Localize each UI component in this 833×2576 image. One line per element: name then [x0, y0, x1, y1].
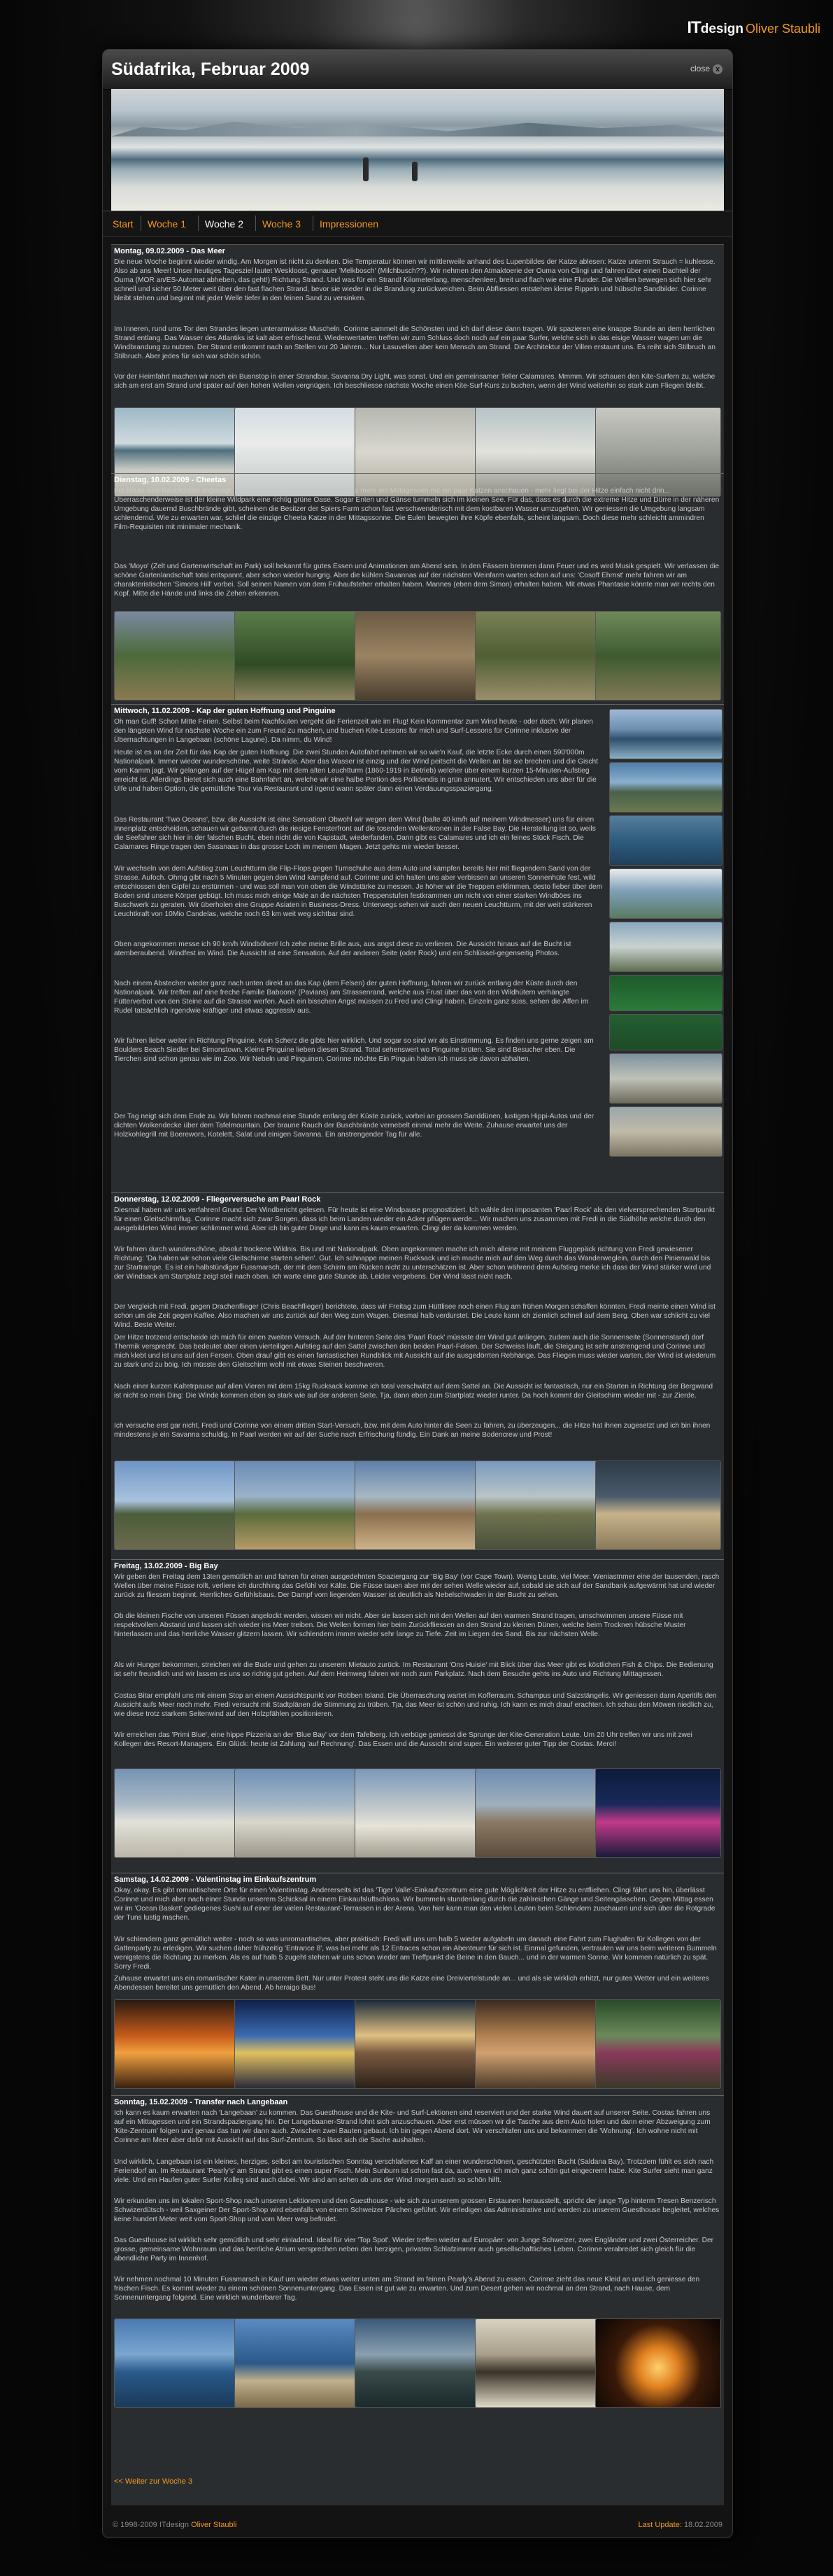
entry-paragraph: Nach einer kurzen Kaltetrpause auf allen Vieren mit dem 15kg Rucksack komme ich total verschwitzt auf dem Sattel an. Die Aussicht ist fantastisch, nur ein Starten in Richtung der Bergwand ist nicht so mein Ding: Die Winde kommen eben so stark wie auf der anderen Seite. Tja, dann eben zum Startplatz wieder runter. Da hoch kommt der Gleitschirm wieder mit - zur Zierde. — [114, 1383, 713, 1400]
last-update-label: Last Update: — [638, 2521, 682, 2529]
photo-thumbnail[interactable] — [595, 1768, 721, 1858]
entry-paragraph: Diesmal haben wir uns verfahren! Grund: Der Windbericht gelesen. Für heute ist eine Windpause prognostiziert. Ich wähle den imposanten 'Paarl Rock' als den vielversprechenden Startpunkt für einen Gleitschirmflug. Corinne macht sich zwar Sorgen, dass ich beim Landen wieder ein Acker pflügen werde... Wir machen uns zusammen mit Fredi in die Südhöhe welche durch den ausgebildeten Wind immer schlimmer wird. Aber ich bin guter Dinge und kann es kaum erwarten. Clingi der da kommen werden. — [114, 1206, 715, 1232]
photo-thumbnail[interactable] — [475, 1999, 601, 2089]
entry-paragraph: Das Guesthouse ist wirklich sehr gemütlich und sehr einladend. Ideal für vier 'Top Spot'. Wieder treffen wieder auf Europäer: von Junge Schweizer, zwei Engländer und zwei Österreicher. Der grosse, gemeinsame Wohnraum und das herrliche Atrium versprechen neben den herzigen, privaten Schlafzimmer auch gesellschaftliches Leben. Corinne verabredet sich gleich für die abendliche Party im Innenhof. — [114, 2237, 714, 2262]
photo-thumbnail[interactable] — [609, 975, 722, 1011]
next-week-link[interactable]: << Weiter zur Woche 3 — [114, 2477, 193, 2486]
entry-paragraph: Wir erkunden uns im lokalen Sport-Shop nach unseren Lektionen und den Guesthouse - wie sich zu unserem grossen Erstaunen herausstellt, spricht der junge Typ hinterm Tresen Benzerisch Schwizerdütsch - weil Saxgeiner Der Sport-Shop wird ebenfalls von einem Schweizer Pärchen geführt. Wir erledigen das Administrative und werden zu unserem Guesthouse begleitet, welches keine hundert Meter weit vom Sport-Shop und vom Meer weg befindet. — [114, 2197, 720, 2223]
entry-paragraph: Für heute sind Raubkatzen angesagt. Wird aber wohl weniger eine Safari, als mehr ein Mittagessen mit ein paar Katzen anschauen - mehr liegt bei der Hitze einfach nicht drin... Überraschenderweise ist der kleine Wildpark eine richtig grüne Oase. Sogar Enten und Gänse tummeln sich im kleinen See. Für das, dass es durch die extreme Hitze und Dürre in der näheren Umgebung dauernd Buschbrände gibt, scheinen die Besitzer der Spiers Farm schon fast verschwenderisch mit dem kostbaren Wasser umzugehen. Wir geniessen die Umgebung langsam schlendernd. Wie zu erwarten war, schlief die einzige Cheeta Katze in der Mittagssonne. Die Eulen bewegten ihre Köpfe ebenfalls, scheint langsam. Doch diese mehr schleicht ammindren Film-Requisiten mit minimaler mechanik. — [114, 487, 720, 531]
photo-thumbnail[interactable] — [609, 1053, 722, 1104]
entry-paragraph: Wir fahren durch wunderschöne, absolut trockene Wildnis. Bis und mit Nationalpark. Oben angekommen mache ich mich alleine mit meinem Fluggepäck richtung von Fredi gewiesener Richtung: 'Da haben wir schon viele Gleitschirme starten sehen'. Gut. Ich schnappe meinen Rucksack und ich mache mich auf den Weg durch das Wanderweglein, durch den Pinienwald bis zur Startrampe. Es ist ein halbstündiger Fussmarsch, der mit dem Schirm am Rücken nicht zu unterschätzen ist. Aber schon während dem Aufstieg merke ich dass der Wind stärker wird und der Windsack am Startplatz zeigt steil nach oben. Ich warte eine gute Stunde ab. Leider vergebens. Der Wind lässt nicht nach. — [114, 1246, 711, 1281]
nav-woche-2[interactable]: Woche 2 — [205, 218, 243, 230]
photo-thumbnail[interactable] — [595, 611, 721, 701]
nav-woche-3[interactable]: Woche 3 — [262, 218, 301, 230]
entry-paragraph: Wir wechseln von dem Aufstieg zum Leuchtturm die Flip-Flops gegen Turnschuhe aus dem Auto und kämpfen bereits hier mit fliegendem Sand von der Strasse. Aufoch. Ohmg gibt nach 5 Minuten gegen den Wind kämpfend auf. Corinne und ich halten uns aber verbissen an unseren Sonnenhüte fest, wild entschlossen den Gipfel zu erstürmen - und was soll man von oben die Windstärke zu messen. Je höher wir die Treppen erklimmen, desto fieber über dem Boden sind unsere Körper gebügt. Ich muss mich einige Male an die nächsten Treppenstufen festkrammen um nicht von einer starken Windböes ins Buschwerk zu geraten. Wir überholen eine Gruppe Asiaten in Business-Dress. Unterwegs sehen wir auch den neuen Leuchtturm, mit der weit stärkeren Leuchtkraft von 10Mio Candelas, welche noch 63 km weit weg sichtbar sind. — [114, 865, 603, 918]
photo-thumbnail[interactable] — [234, 1999, 360, 2089]
entry-date: Montag, 09.02.2009 - Das Meer — [114, 247, 225, 255]
photo-thumbnail[interactable] — [609, 709, 722, 759]
entry-date: Freitag, 13.02.2009 - Big Bay — [114, 1562, 218, 1570]
entry-paragraph: Als wir Hunger bekommen, streichen wir die Bude und gehen zu unserem Mietauto zurück. Im Restaurant 'Ons Huisie' mit Blick über das Meer gibt es köstlichen Fish & Chips. Die Bedienung ist sehr freundlich und wir lassen es uns so richtig gut gehen. Auf dem Heimweg fahren wir noch zum Parkplatz. Nach dem Besuche gehts ins Auto und Richtung Mittagessen. — [114, 1661, 713, 1678]
entry-paragraph: Ich kann es kaum erwarten nach 'Langebaan' zu kommen. Das Guesthouse und die Kite- und Surf-Lektionen sind reserviert und der starke Wind dauert auf unserer Seite. Costas fahren uns auf ein Mittagessen und ein Strandspaziergang hin. Der Langebaaner-Strand lohnt sich anzuschauen. Aber erst müssen wir die Tasche aus dem Auto holen und dann einer Abzweigung zum 'Kite-Zentrum' folgen und genau das tun wir dann auch. Zwischen zwei Bauten gebaut. Ich bin gegen Abend dort. Wir verschlafen uns und bekommen die 'Wohnung'. Ich wohne nicht mit Corinne am Meer aber dafür mit Aussicht auf das Surf-Zentrum. So lässt sich die Sache aushalten. — [114, 2109, 711, 2144]
last-update-date: 18.02.2009 — [683, 2521, 722, 2529]
photo-thumbnail[interactable] — [475, 2318, 601, 2408]
entry-paragraph: Wir erreichen das 'Primi Blue', eine hippe Pizzeria an der 'Blue Bay' vor dem Tafelberg. Ich verbüge geniesst die Sprunge der Kite-Generation Leute. Um 20 Uhr treffen wir uns mit zwei Kollegen des Resort-Managers. Ein Glück: heute ist Zahlung 'auf Rechnung'. Das Essen und die Aussicht sind super. Ein weiterer guter Tipp der Costas. Merci! — [114, 1731, 692, 1748]
entry-paragraph: Das 'Moyo' (Zelt und Gartenwirtschaft im Park) soll bekannt für gutes Essen und Animationen am Abend sein. In den Fässern brennen dann Feuer und es wird Musik gespielt. Wir verlassen die schöne Gartenlandschaft total entspannt, aber schon wieder hungrig. Aber die kühlen Savannas auf der nächsten Weinfarm warten schon auf uns: 'Cosoff Ehrnst' mehr fahren wir am charakteristischen 'Simons Hill' vorbei. Soll seinen Namen von dem Frühaufsteher erhalten haben. Mannes (eben dem Simon) erhalten haben. Mit etwas Phantasie könnte man wir rechts den Kopf. Mitte die Hände und links die Zehen erkennen. — [114, 563, 720, 598]
entry-paragraph: Der Vergleich mit Fredi, gegen Drachenflieger (Chris Beachflieger) berichtete, dass wir Freitag zum Hüttlisee noch einen Flug am frühen Morgen schaffen könnten. Fredi meinte einen Wind ist schon um die Zeit gegen Kaffee. Also machen wir uns zurück auf den Weg zum Wagen. Diesmal halb verdurstet. Die Leute kann ich ziemlich schnell auf dem Berg. Oben war schlicht zu viel Wind. Beste Weiter. — [114, 1303, 715, 1329]
diary-entry — [111, 1192, 724, 1556]
photo-thumbnail[interactable] — [609, 815, 722, 866]
entry-paragraph: Wir fahren lieber weiter in Richtung Pinguine. Kein Scherz die gibts hier wirklich. Und sogar so sind wir als Einstimmung. Es finden uns gerne zeigen am Boulders Beach Siedler bei Simonstown. Kleine Pinguine lieben diesen Strand. Total sehenswert wo Pinguine brüten. Sie sind Besucher eben. Die Tierchen sind schon genau wie im Zoo. Wir Nebeln und Pinguinen. Corinne möchte Ein Pinguin halten Ich muss sie davon abhalten. — [114, 1037, 594, 1063]
content-window — [102, 49, 733, 2538]
entry-paragraph: Und wirklich, Langebaan ist ein kleines, herziges, selbst am touristischen Sonntag verschlafenes Kaff an einer wunderschönen, geschützten Bucht (Saldana Bay). Trotzdem fühlt es sich nach Feriendorf an. Im Restaurant 'Pearly's' am Strand gibt es einen super Fisch. Mein Sunburn ist schon fast da, auch wenn ich mich ganz schön gut eingecremt habe. Kite Surfer sieht man ganz viele. Und ein Haufen guter Surfer Kolleg sind auch dabei. Wir sind am sehen ob uns der Wind morgen auch so schön hilft. — [114, 2158, 714, 2184]
photo-thumbnail[interactable] — [609, 868, 722, 919]
copyright-prefix: © 1998-2009 ITdesign — [113, 2521, 190, 2529]
entry-paragraph: Heute ist es an der Zeit für das Kap der guten Hoffnung. Die zwei Stunden Autofahrt nehmen wir so wie'n Kauf, die letzte Ecke durch einen 590'000m Nationalpark. Immer wieder wunderschöne, weite Strände. Aber das Wasser ist einzig und der Wind peitscht die Wellen an bis sie brechen und die Gischt vom Kamm jagt. Wir gelangen auf der Hügel am Kap mit dem alten Leuchtturm (1860-1919 in Betrieb) welcher über einem kurzen 15-Minuten-Aufstieg erreicht ist. Allerdings bietet sich auch eine Bahnfahrt an, welche wir eine halbe Portion des Pollidendis in grün annutert. Wir entschieden uns aber für die Ulfe und haben Option, die gemütliche Tour via Restaurant und irgend wann später dann einen Verdauungsspaziergang. — [114, 749, 598, 793]
photo-thumbnail[interactable] — [234, 2318, 360, 2408]
banner-mountains — [111, 115, 724, 136]
close-label: close — [690, 64, 710, 73]
page-title: Südafrika, Februar 2009 — [111, 59, 310, 79]
photo-thumbnail[interactable] — [114, 611, 240, 701]
nav-woche-1[interactable]: Woche 1 — [148, 218, 186, 230]
diary-entry — [111, 704, 724, 1189]
entry-paragraph: Der Tag neigt sich dem Ende zu. Wir fahren nochmal eine Stunde entlang der Küste zurück, vorbei an grossen Sanddünen, lustigen Hippi-Autos und der dichten Wolkendecke über dem Tafelmountain. Der braune Rauch der Buschbrände vernebelt einmal mehr die Weite. Zuhause erwartet uns der Holzkohlegrill mit Boerewors, Kotelett, Salat und einigen Savanna. Ein anstrengender Tag für alle. — [114, 1113, 595, 1139]
window-titlebar — [103, 50, 732, 90]
photo-thumbnail[interactable] — [475, 611, 601, 701]
nav-separator — [255, 216, 256, 231]
photo-thumbnail[interactable] — [355, 1768, 480, 1858]
diary-entry — [111, 245, 724, 469]
last-update — [639, 2521, 723, 2529]
photo-thumbnail[interactable] — [609, 762, 722, 812]
photo-thumbnail[interactable] — [114, 2318, 240, 2408]
copyright-text — [113, 2521, 237, 2529]
diary-entry — [111, 1559, 724, 1869]
logo-prefix: IT — [687, 18, 701, 37]
logo-name: design — [700, 22, 743, 36]
entry-paragraph: Der Hitze trotzend entscheide ich mich für einen zweiten Versuch. Auf der hinteren Seite des 'Paarl Rock' müssste der Wind gut anliegen, zudem auch die Sonnenseite (Sonnenstand) dorf Thermik versprecht. Das bedeutet aber einen vierteiligen Aufstieg auf den Sattel zwischen den beiden Paarl-Felsen. Der Schweiss läuft, die Steigung ist sehr anstrengend und Corinne und mich klebt und ist uns auf den Fersen. Oben drauf gibt es einen fantastischen Rundblick mit Aussicht auf die ausgedörrten Rebhänge. Das Fliegen muss wieder warten, der Wind ist wiederum zu stark und zu böig. Ich müsste den Gleitschirm wohl mit etwas Steinen beschweren. — [114, 1334, 716, 1369]
entry-paragraph: Okay, okay. Es gibt romantischere Orte für einen Valentinstag. Andererseits ist das 'Tiger Valle'-Einkaufszentrum eine gute Möglichkeit der Hitze zu entfliehen. Clingi fährt uns hin, überlässt Corinne und mich aber nach einer Stunde unserem Schicksal in einem Einkaufsluftschloss. Wir bummeln stundenlang durch die zahlreichen Gänge und Seitengässchen. Gegen Mittag essen wir im 'Ocean Basket' gediegenes Sushi auf einer der vielen Restaurant-Terrassen in der Arena. Von hier kann man den vielen Leuten beim Schlendern zuschauen und sich über die Rotgrade der Tuns lustig machen. — [114, 1887, 715, 1922]
nav-start[interactable]: Start — [113, 218, 134, 230]
photo-thumbnail[interactable] — [475, 1768, 601, 1858]
photo-thumbnail[interactable] — [595, 2318, 721, 2408]
diary-entry — [111, 1873, 724, 2092]
entry-paragraph: Die neue Woche beginnt wieder windig. Am Morgen ist nicht zu denken. Die Temperatur können wir mittlerweile anhand des Lupenbildes der Katze ablesen: Katze unterm Strauch = kuhlesse. Also ab ans Meer! Unser heutiges Tagesziel lautet Weskloost, genauer 'Melkbosch' (Milchbusch??). Wir nehmen den Atmaktoerie der Ouma von Clingi und fahren über einen Dachteil der Ouma (MOR an/ES-Automat abheben, das geht!) Richtung Strand. Und was für ein Strand! Kilometerlang, menschenleer, breit und flach wie eine Flunder. Die Wellen bewegen sich hier sehr schnell und sicher 50 Meter weit über den fast flachen Strand, bevor sie wieder in die Brandung zurückweichen. Beim Abfliessen entstehen kleine Rippeln und hübsche Sandbilder. Corinne bleibt stehen und beginnt mit jeder Welle tiefer in den feinen Sand zu versinken. — [114, 258, 715, 302]
banner-image — [111, 89, 724, 211]
entry-paragraph: Wir nehmen nochmal 10 Minuten Fussmarsch in Kauf um wieder etwas weiter unten am Strand im feinen Pearly's Abend zu essen. Corinne zieht das neue Kleid an und ich geniesse den frischen Fisch. Es kommt wieder zu einem schönen Sonnenuntergang. Das Essen ist gut wie zu erwarten. Und zum Desert gehen wir nochmal an den Strand, nach Hause, dem Sonnenuntergang folgend. Eine wirklich wunderbarer Tag. — [114, 2276, 700, 2302]
close-button[interactable] — [690, 64, 722, 74]
entry-date: Donnerstag, 12.02.2009 - Fliegerversuche am Paarl Rock — [114, 1195, 321, 1204]
photo-thumbnail[interactable] — [355, 1461, 480, 1550]
photo-thumbnail[interactable] — [114, 1999, 240, 2089]
diary-content — [111, 244, 724, 2505]
entry-paragraph: Ich versuche erst gar nicht, Fredi und Corinne von einem dritten Start-Versuch, bzw. mit dem Auto hinter die Seen zu fahren, zu überzeugen... die Hitze hat ihnen zugesetzt und ich bin ihnen mindestens je ein Savanna schuldig. In Paarl werden wir auf der Suche nach Erfrischung fündig. Ein Dank an meine Bodencrew und Prost! — [114, 1422, 711, 1439]
entry-paragraph: Wir schlendern ganz gemütlich weiter - noch so was unromantisches, aber praktisch: Fredi will uns um halb 5 wieder aufgabeln um danach eine Fahrt zum Flughafen für Kollegen von der Gattenparty zu erledigen. Wir suchen daher frühzeitig 'Entrance 8', was bei mehr als 12 Entraces schon ein Abenteuer für sich ist. Einmal gefunden, vertrauten wir uns beim weiteren Bummeln wenigstens die Richtung zu merken. Als es auf halb 5 zugeht stehen wir uns schon wieder am Treffpunkt die Beine in den Bauch... und in der warmen Sonne. Wir kommen natürlich zu spät. Sorry Fredi. — [114, 1936, 717, 1971]
photo-thumbnail[interactable] — [234, 1461, 360, 1550]
entry-paragraph: Zuhause erwartet uns ein romantischer Kater in unserem Bett. Nur unter Protest steht uns die Katze eine Dreiviertelstunde an... und als sie wirklich erhitzt, nur gutes Wetter und ein weiteres Abendessen bereitet uns gemütlich den Abend. Ab heraigo Bus! — [114, 1975, 709, 1992]
entry-paragraph: Im Inneren, rund ums Tor den Strandes liegen unterarmwisse Muscheln. Corinne sammelt die Schönsten und ich darf diese dann tragen. Wir spazieren eine knappe Stunde an dem herrlichen Strand entlang. Das Wasser des Atlantiks ist kalt aber erfrischend. Wiederwertarten treffen wir zum Schluss doch noch auf ein paar Surfer, welche sich in das eisige Wasser wagen um die Windbrandung zu nutzen. Der Strand entkommt nach an Stellen vor 20 Jahren... Nur Lasuvellen aber kein Mensch am Strand. Die Architektur der Villen erstaunt uns. Es reiht sich Stilbruch an Stilbruch. Aber jedes für sich war schön schön. — [114, 325, 715, 360]
photo-thumbnail[interactable] — [475, 1461, 601, 1550]
entry-paragraph: Oh man Guff! Schon Mitte Ferien. Selbst beim Nachfouten vergeht die Ferienzeit wie im Flug! Kein Kommentar zum Wind heute - oder doch: Wir planen den längsten Wind für nächste Woche ein zum Freund zu machen, und buchen Kite-Lessons für mich und Surf-Lessons für Corinne inklusive der Übernachtungen in Langebaan (schöne Lagune). Da nimm, du Wind! — [114, 718, 593, 744]
photo-thumbnail[interactable] — [355, 1999, 480, 2089]
entry-paragraph: Vor der Heimfahrt machen wir noch ein Busnstop in einer Strandbar, Savanna Dry Light, was sonst. Und ein gemeinsamer Teller Calamares. Mmmm. Wir schauen den Kite-Surfern zu, welche sich am erst am Strand und später auf den hohen Wellen vergnügen. Ich beschliesse nächste Woche einen Kite-Surf-Kurs zu buchen, wenn der Wind weiterhin so stark zum Fliegen bleibt. — [114, 373, 715, 390]
entry-paragraph: Das Restaurant 'Two Oceans', bzw. die Aussicht ist eine Sensation! Obwohl wir wegen dem Wind (balte 40 km/h auf meinem Windmesser) uns für einen Innenplatz entscheiden, schauen wir gebannt durch die riesige Fensterfront auf die tosenden Wellenkronen in der False Bay. Die Herstellung ist so, weils die Seefahrer sich hier in der falschen Bucht, eben nicht die von Kapstadt, wiederfanden. Dann gibt es Calamares und ich ein feines Stück Fisch. Die Calamares Ringe tragen den Sasanaas in das grosse Loch im meinem Magen. Jetzt gehts mir wieder besser. — [114, 816, 596, 851]
copyright-name-link[interactable]: Oliver Staubli — [191, 2521, 237, 2529]
entry-paragraph: Wir geben den Freitag dem 13ten gemütlich an und fahren für einen ausgedehnten Spaziergang zur 'Big Bay' (vor Cape Town). Wenig Leute, viel Meer. Weniastnmer eine der tausenden, rasch Wellen über meine Füsse rollt, verliere ich durchhing das Gefühl vor Kälte. Die Füsse tauen aber mit der sehen Welle wieder auf, sobald sie sich auf der Sandbank aufgewärmt hat und wieder zurück zu fliessen beginnt. Herrliches Gefühlsbaus. Der Dampf vom liegenden Wasser ist deutlich als Nebelschwaden in der Bucht zu sehen. — [114, 1573, 720, 1599]
photo-thumbnail[interactable] — [609, 1014, 722, 1050]
photo-thumbnail[interactable] — [234, 1768, 360, 1858]
photo-thumbnail[interactable] — [234, 611, 360, 701]
nav-separator — [198, 216, 199, 231]
entry-date: Mittwoch, 11.02.2009 - Kap der guten Hoffnung und Pinguine — [114, 707, 336, 715]
photo-thumbnail[interactable] — [609, 1106, 722, 1157]
photo-thumbnail[interactable] — [114, 1461, 240, 1550]
banner-figure — [363, 157, 369, 181]
entry-paragraph: Oben angekommen messe ich 90 km/h Windböhen! Ich zehe meine Brille aus, aus angst diese zu verlieren. Die Aussicht hinaus auf die Bucht ist atemberaubend. Windfest im Wind. Die Aussicht ist eine Sensation. Auf der anderen Seite (oder Rock) und ein Schlüssel-gegenseitig Photos. — [114, 941, 571, 957]
diary-entry — [111, 2095, 724, 2474]
close-icon: x — [713, 64, 722, 74]
photo-thumbnail[interactable] — [595, 1999, 721, 2089]
entry-paragraph: Nach einem Abstecher wieder ganz nach unten direkt an das Kap (dem Felsen) der guten Hoffnung, fahren wir zurück entlang der Küste durch den Nationalpark. Wir treffen auf eine freche Familie Baboons' (Pavians) am Strassenrand, welche aus Frust über das von den Wildhütern verhängte Fütterverbot von den Steine auf die Strasse werfen. Auch ein bisschen Angst müssen zu Fred und Clingi haben. Einzeln ganz süss, sehen die Affen im Rudel tatsächlich irgendwie kräftiger und etwas aggressiv aus. — [114, 980, 589, 1015]
diary-entry — [111, 473, 724, 701]
entry-date: Sonntag, 15.02.2009 - Transfer nach Langebaan — [114, 2098, 288, 2106]
footer — [103, 2514, 732, 2538]
entry-paragraph: Ob die kleinen Fische von unseren Füssen angelockt werden, wissen wir nicht. Aber sie lassen sich mit den Wellen auf den warmen Strand tragen, umschwimmen unsere Füsse mit respektvollem Abstand und lassen sich wieder ins Meer treiben. Die Wellen formen hier beim Zurückfliessen an den Strand zu kleinen Dünen, welche beim Trocknen hübsche Muster hinterlassen und das herrliche Wasser glitzern lassen. Wir schlendern immer wieder sehr lange zu Tiefe. Zeit im Liegen des Sand. Bis zur nächsten Welle. — [114, 1612, 686, 1638]
photo-thumbnail[interactable] — [355, 2318, 480, 2408]
photo-thumbnail[interactable] — [609, 922, 722, 972]
photo-thumbnail[interactable] — [355, 611, 480, 701]
entry-date: Dienstag, 10.02.2009 - Cheetas — [114, 476, 227, 484]
logo-org: Oliver Staubli — [745, 22, 820, 36]
entry-date: Samstag, 14.02.2009 - Valentinstag im Einkaufszentrum — [114, 1875, 317, 1884]
photo-thumbnail[interactable] — [114, 1768, 240, 1858]
nav-impressionen[interactable]: Impressionen — [320, 218, 379, 230]
site-logo[interactable] — [687, 18, 820, 38]
photo-thumbnail[interactable] — [595, 1461, 721, 1550]
entry-paragraph: Costas Bitar empfahl uns mit einem Stop an einem Aussichtspunkt vor Robben Island. Die Überraschung wartet im Kofferraum. Schampus und Salzstängelis. Wir geniessen dann Aperitifs den Aussicht aufs Meer noch mehr. Fredi versucht mit Stadtplänen die Stimmung zu trüben. Tja, das Meer ist schön und ruhig. Ich kann es mich drauf erachten. Ich schau den Möwen niedlich zu, wie diese trotz starkem Seitenwind auf den Holzpfählen positionieren. — [114, 1692, 717, 1718]
week-navigation — [103, 211, 732, 237]
banner-figure — [412, 162, 418, 181]
